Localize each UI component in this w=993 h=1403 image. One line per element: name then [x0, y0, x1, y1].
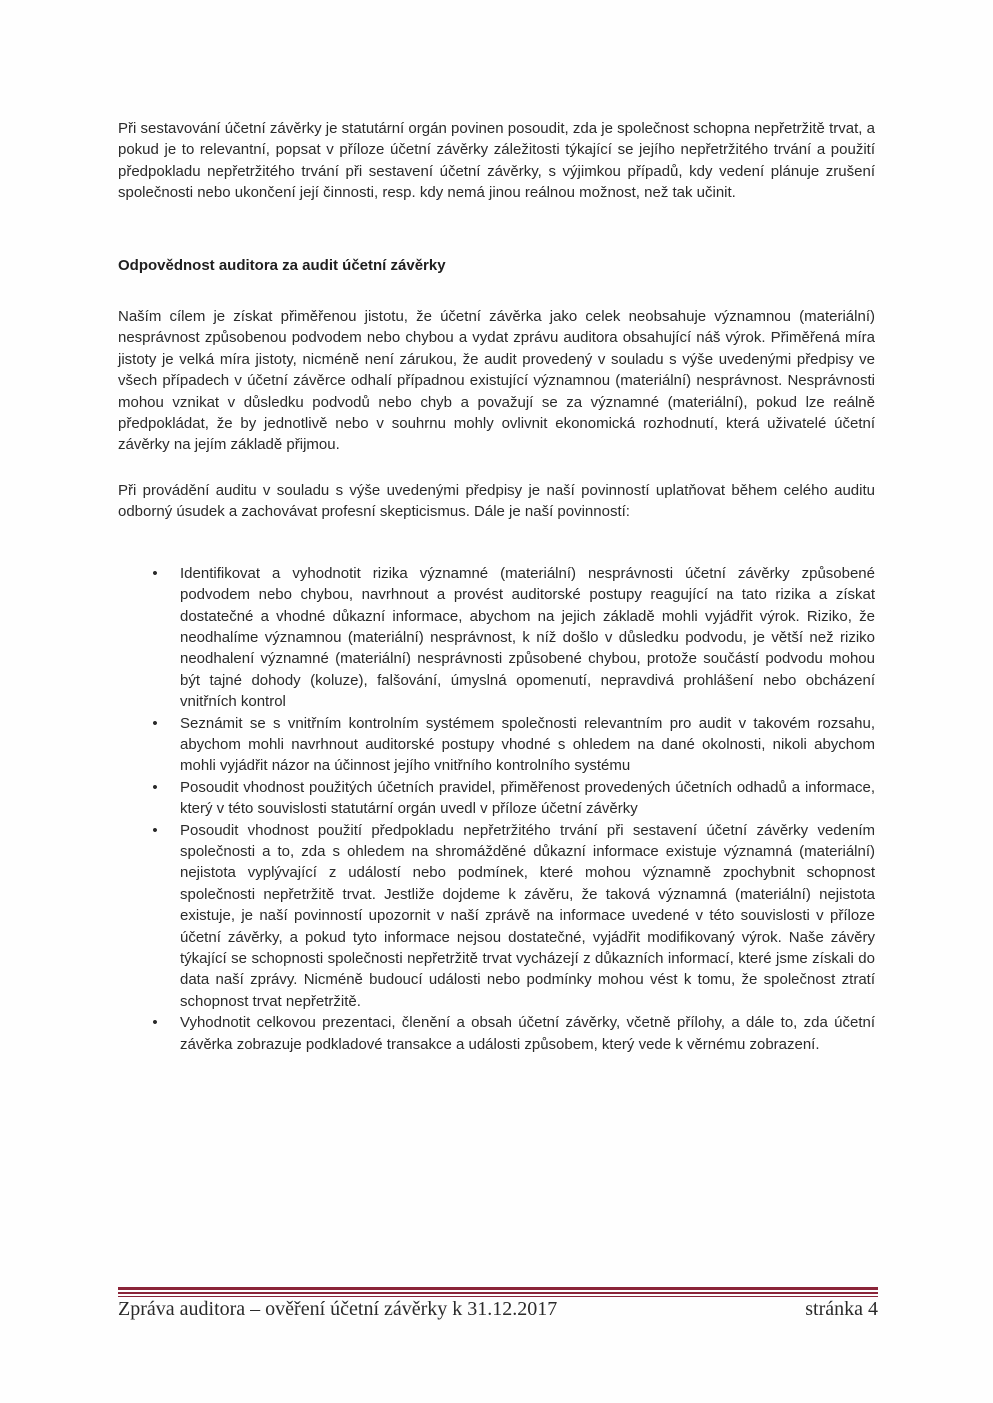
list-item-text: Posoudit vhodnost použití předpokladu nepřetržitého trvání při sestavení účetní závěrky vedením společnosti a to, zda s ohledem na shromážděné důkazní informace existuje významná (materiální) nejistota vyplývající z událostí nebo podmínek, které mohou významně zpochybnit schopnost společnosti nepřetržitě trvat. Jestliže dojdeme k závěru, že taková významná (materiální) nejistota existuje, je naší povinností upozornit v naší zprávě na informace uvedené v této souvislosti v příloze účetní závěrky, a pokud tyto informace nejsou dostatečné, vyjádřit modifikovaný výrok. Naše závěry týkající se schopnosti společnosti nepřetržitě trvat vycházejí z důkazních informací, které jsme získali do data naší zprávy. Nicméně budoucí události nebo podmínky mohou vést k tomu, že společnost ztratí schopnost trvat nepřetržitě.	[180, 821, 875, 1010]
page-footer	[118, 1298, 878, 1321]
footer-divider	[118, 1287, 878, 1290]
paragraph-audit-objective: Naším cílem je získat přiměřenou jistotu, že účetní závěrka jako celek neobsahuje významnou (materiální) nesprávnost způsobenou podvodem nebo chybou a vydat zprávu auditora obsahující náš výrok. Přiměřená míra jistoty je velká míra jistoty, nicméně není zárukou, že audit provedený v souladu s výše uvedenými předpisy ve všech případech v účetní závěrce odhalí případnou existující významnou (materiální) nesprávnost. Nesprávnosti mohou vznikat v důsledku podvodů nebo chyb a považují se za významné (materiální), pokud lze reálně předpokládat, že by jednotlivě nebo v souhrnu mohly ovlivnit ekonomická rozhodnutí, která uživatelé účetní závěrky na jejím základě přijmou.	[118, 308, 875, 454]
list-item	[118, 563, 875, 713]
list-item-text: Posoudit vhodnost použitých účetních pravidel, přiměřenost provedených účetních odhadů a informace, který v této souvislosti statutární orgán uvedl v příloze účetní závěrky	[180, 778, 875, 818]
bullet-icon: •	[152, 714, 158, 732]
page-number: stránka 4	[805, 1298, 878, 1320]
paragraph-going-concern: Při sestavování účetní závěrky je statutární orgán povinen posoudit, zda je společnost schopna nepřetržitě trvat, a pokud je to relevantní, popsat v příloze účetní závěrky záležitosti týkající se jejího nepřetržitého trvání a použití předpokladu nepřetržitého trvání při sestavení účetní závěrky, s výjimkou případů, kdy vedení plánuje zrušení společnosti nebo ukončení její činnosti, resp. kdy nemá jinou reálnou možnost, než tak učinit.	[118, 120, 875, 202]
section-heading: Odpovědnost auditora za audit účetní závěrky	[118, 256, 446, 274]
list-item	[118, 713, 875, 777]
list-item	[118, 820, 875, 1013]
bullet-icon: •	[152, 778, 158, 796]
list-item-text: Seznámit se s vnitřním kontrolním systémem společnosti relevantním pro audit v takovém rozsahu, abychom mohli navrhnout auditorské postupy vhodné s ohledem na dané okolnosti, nikoli abychom mohli vyjádřit názor na účinnost jejího vnitřního kontrolního systému	[180, 714, 875, 775]
list-item	[118, 1012, 875, 1055]
bullet-icon: •	[152, 564, 158, 582]
bullet-icon: •	[152, 821, 158, 839]
list-item-text: Identifikovat a vyhodnotit rizika významné (materiální) nesprávnosti účetní závěrky způsobené podvodem nebo chybou, navrhnout a provést auditorské postupy reagující na tato rizika a získat dostatečné a vhodné důkazní informace, abychom na jejich základě mohli vyjádřit výrok. Riziko, že neodhalíme významnou (materiální) nesprávnost, k níž došlo v důsledku podvodu, je větší než riziko neodhalení významné (materiální) nesprávnosti způsobené chybou, protože součástí podvodu mohou být tajné dohody (koluze), falšování, úmyslná opomenutí, nepravdivá prohlášení nebo obcházení vnitřních kontrol	[180, 564, 875, 711]
footer-title: Zpráva auditora – ověření účetní závěrky k 31.12.2017	[118, 1298, 558, 1320]
page-content	[118, 118, 875, 1055]
list-item-text: Vyhodnotit celkovou prezentaci, členění a obsah účetní závěrky, včetně přílohy, a dále to, zda účetní závěrka zobrazuje podkladové transakce a události způsobem, který vede k věrnému zobrazení.	[180, 1014, 875, 1053]
footer-divider	[118, 1292, 878, 1294]
bullet-icon: •	[152, 1014, 158, 1032]
paragraph-auditor-duties: Při provádění auditu v souladu s výše uvedenými předpisy je naší povinností uplatňovat během celého auditu odborný úsudek a zachovávat profesní skepticismus. Dále je naší povinností:	[118, 481, 875, 521]
list-item	[118, 777, 875, 820]
duties-list	[118, 563, 875, 1055]
footer-divider	[118, 1296, 878, 1297]
